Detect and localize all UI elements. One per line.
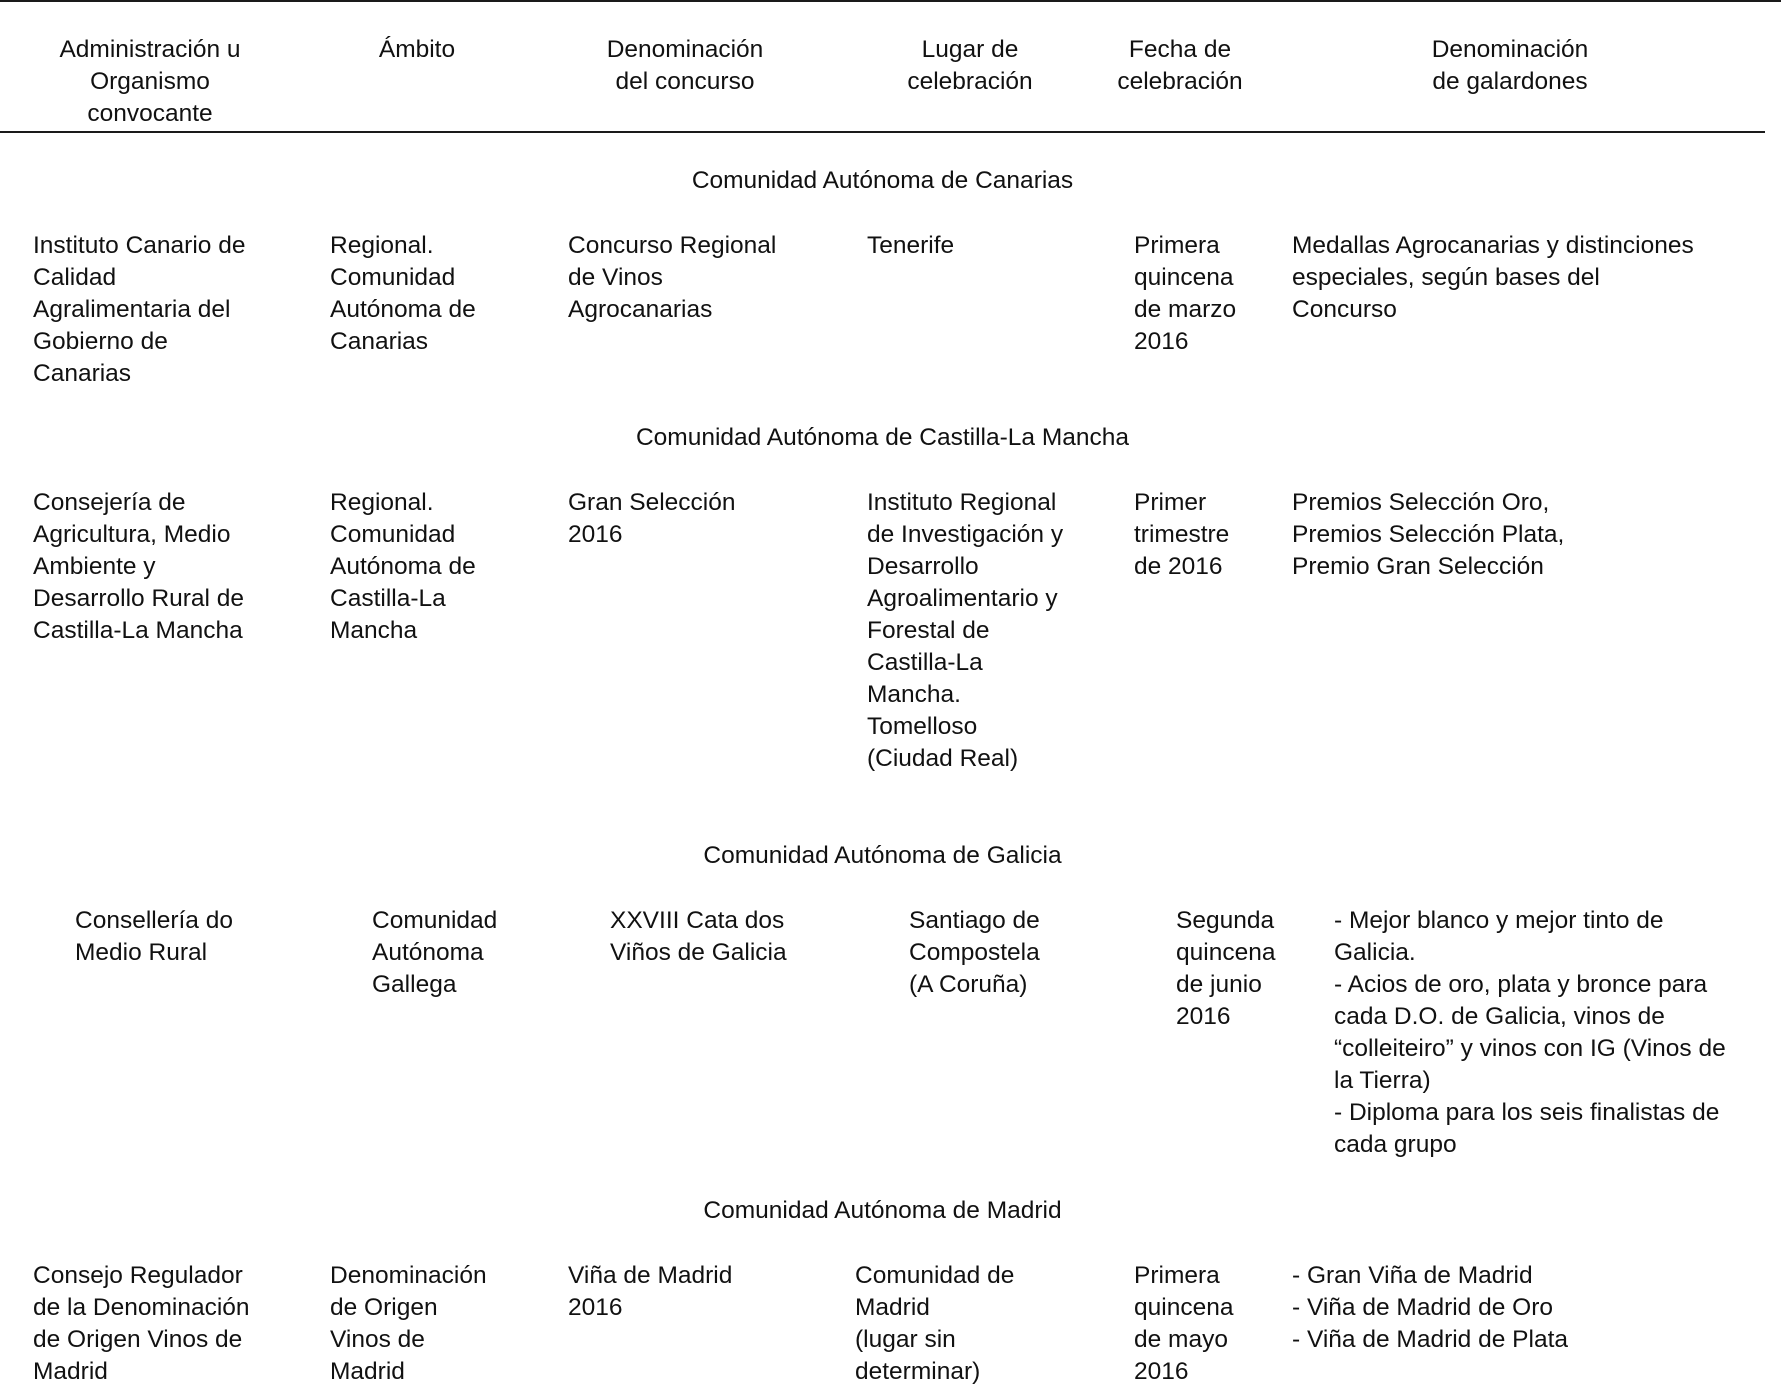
cell-line: 2016 xyxy=(1134,328,1189,355)
cell-line: (Ciudad Real) xyxy=(867,745,1019,772)
cell-line: Canarias xyxy=(330,328,429,355)
cell-fecha xyxy=(1134,1260,1233,1388)
cell-line: de Vinos xyxy=(568,264,663,291)
cell-line: Madrid xyxy=(855,1294,930,1321)
cell-line: Tenerife xyxy=(867,232,955,259)
cell-line: 2016 xyxy=(1176,1003,1231,1030)
cell-line: Consejo Regulador xyxy=(33,1262,243,1289)
cell-line: Primera xyxy=(1134,1262,1220,1289)
cell-fecha xyxy=(1176,905,1275,1033)
cell-line: Santiago de xyxy=(909,907,1040,934)
cell-line: Premios Selección Plata, xyxy=(1292,521,1565,548)
cell-line: cada D.O. de Galicia, vinos de xyxy=(1334,1003,1665,1030)
header-line: celebración xyxy=(907,68,1033,95)
cell-ambito xyxy=(330,487,476,647)
cell-line: (lugar sin xyxy=(855,1326,956,1353)
cell-line: cada grupo xyxy=(1334,1131,1457,1158)
cell-line: Agricultura, Medio xyxy=(33,521,231,548)
section-title-canarias: Comunidad Autónoma de Canarias xyxy=(691,167,1074,194)
cell-line: Concurso Regional xyxy=(568,232,777,259)
cell-line: - Acios de oro, plata y bronce para xyxy=(1334,971,1708,998)
cell-line: especiales, según bases del xyxy=(1292,264,1600,291)
header-line: del concurso xyxy=(615,68,755,95)
header-line: Organismo xyxy=(90,68,210,95)
cell-line: Comunidad de xyxy=(855,1262,1015,1289)
cell-line: de Investigación y xyxy=(867,521,1064,548)
cell-line: Primer xyxy=(1134,489,1207,516)
section-title-galicia: Comunidad Autónoma de Galicia xyxy=(703,842,1062,869)
cell-line: Comunidad xyxy=(372,907,498,934)
cell-line: Concurso xyxy=(1292,296,1397,323)
cell-line: de junio xyxy=(1176,971,1262,998)
header-line: Denominación xyxy=(606,36,764,63)
cell-denominacion xyxy=(568,487,736,551)
header-line: Denominación xyxy=(1431,36,1589,63)
cell-line: Regional. xyxy=(330,489,434,516)
cell-ambito xyxy=(330,1260,487,1388)
header-ambito xyxy=(317,34,517,66)
header-line: de galardones xyxy=(1432,68,1588,95)
cell-galardones xyxy=(1292,1260,1568,1356)
header-fecha xyxy=(1090,34,1270,98)
header-line: Lugar de xyxy=(921,36,1019,63)
cell-line: de la Denominación xyxy=(33,1294,250,1321)
cell-lugar xyxy=(909,905,1040,1001)
section-title-castilla-la-mancha: Comunidad Autónoma de Castilla-La Mancha xyxy=(635,424,1129,451)
header-administracion xyxy=(25,34,275,130)
cell-line: Castilla-La xyxy=(867,649,983,676)
cell-line: Gobierno de xyxy=(33,328,168,355)
cell-line: Castilla-La xyxy=(330,585,446,612)
cell-line: Premio Gran Selección xyxy=(1292,553,1544,580)
header-line: Administración u xyxy=(59,36,241,63)
cell-line: Regional. xyxy=(330,232,434,259)
cell-line: (A Coruña) xyxy=(909,971,1028,998)
section-title-madrid: Comunidad Autónoma de Madrid xyxy=(703,1197,1062,1224)
cell-line: “colleiteiro” y vinos con IG (Vinos de xyxy=(1334,1035,1726,1062)
cell-fecha xyxy=(1134,487,1229,583)
cell-line: Medallas Agrocanarias y distinciones xyxy=(1292,232,1694,259)
cell-line: Denominación xyxy=(330,1262,487,1289)
cell-line: Autónoma de xyxy=(330,296,476,323)
header-line: Ámbito xyxy=(378,36,456,63)
cell-line: - Viña de Madrid de Oro xyxy=(1292,1294,1554,1321)
cell-lugar xyxy=(867,487,1063,775)
cell-line: 2016 xyxy=(568,1294,623,1321)
cell-line: Agralimentaria del xyxy=(33,296,231,323)
cell-line: Canarias xyxy=(33,360,132,387)
cell-line: determinar) xyxy=(855,1358,981,1385)
cell-line: Comunidad xyxy=(330,521,456,548)
cell-line: de mayo xyxy=(1134,1326,1228,1353)
cell-line: Desarrollo Rural de xyxy=(33,585,245,612)
cell-fecha xyxy=(1134,230,1236,358)
cell-line: Viña de Madrid xyxy=(568,1262,733,1289)
cell-line: Autónoma xyxy=(372,939,484,966)
cell-line: - Mejor blanco y mejor tinto de xyxy=(1334,907,1664,934)
cell-administracion xyxy=(33,1260,250,1388)
cell-line: Calidad xyxy=(33,264,117,291)
header-line: Fecha de xyxy=(1128,36,1232,63)
cell-line: Vinos de xyxy=(330,1326,425,1353)
cell-line: la Tierra) xyxy=(1334,1067,1431,1094)
cell-line: Castilla-La Mancha xyxy=(33,617,243,644)
cell-galardones xyxy=(1334,905,1726,1161)
header-galardones xyxy=(1390,34,1630,98)
cell-line: Segunda xyxy=(1176,907,1275,934)
cell-line: Ambiente y xyxy=(33,553,156,580)
cell-line: Consejería de xyxy=(33,489,186,516)
cell-ambito xyxy=(330,230,476,358)
cell-line: Primera xyxy=(1134,232,1220,259)
cell-line: quincena xyxy=(1134,1294,1234,1321)
cell-line: - Diploma para los seis finalistas de xyxy=(1334,1099,1720,1126)
cell-denominacion xyxy=(610,905,787,969)
cell-line: Premios Selección Oro, xyxy=(1292,489,1550,516)
cell-line: 2016 xyxy=(1134,1358,1189,1385)
header-bottom-rule xyxy=(0,131,1765,133)
header-line: convocante xyxy=(87,100,213,127)
cell-line: de Origen xyxy=(330,1294,438,1321)
cell-line: XXVIII Cata dos xyxy=(610,907,785,934)
cell-line: de Origen Vinos de xyxy=(33,1326,243,1353)
cell-line: Mancha xyxy=(330,617,418,644)
cell-line: trimestre xyxy=(1134,521,1230,548)
cell-line: Madrid xyxy=(33,1358,108,1385)
cell-line: - Gran Viña de Madrid xyxy=(1292,1262,1533,1289)
cell-line: Agrocanarias xyxy=(568,296,713,323)
header-lugar xyxy=(870,34,1070,98)
cell-line: Instituto Canario de xyxy=(33,232,246,259)
cell-line: Desarrollo xyxy=(867,553,979,580)
header-line: celebración xyxy=(1117,68,1243,95)
cell-line: Gallega xyxy=(372,971,457,998)
cell-denominacion xyxy=(568,1260,732,1324)
cell-line: Mancha. xyxy=(867,681,961,708)
cell-line: Forestal de xyxy=(867,617,990,644)
cell-ambito xyxy=(372,905,497,1001)
cell-line: quincena xyxy=(1176,939,1276,966)
table-top-rule xyxy=(0,0,1781,2)
header-denominacion-concurso xyxy=(570,34,800,98)
cell-line: 2016 xyxy=(568,521,623,548)
cell-administracion xyxy=(33,230,245,390)
cell-lugar xyxy=(855,1260,1014,1388)
cell-line: de marzo xyxy=(1134,296,1237,323)
cell-line: Agroalimentario y xyxy=(867,585,1058,612)
cell-administracion xyxy=(33,487,244,647)
cell-line: Autónoma de xyxy=(330,553,476,580)
cell-line: Consellería do xyxy=(75,907,233,934)
cell-line: Comunidad xyxy=(330,264,456,291)
cell-line: Tomelloso xyxy=(867,713,978,740)
cell-line: Compostela xyxy=(909,939,1040,966)
cell-denominacion xyxy=(568,230,776,326)
cell-line: Gran Selección xyxy=(568,489,736,516)
cell-line: de 2016 xyxy=(1134,553,1223,580)
cell-administracion xyxy=(75,905,233,969)
cell-galardones xyxy=(1292,230,1694,326)
cell-line: - Viña de Madrid de Plata xyxy=(1292,1326,1569,1353)
cell-lugar xyxy=(867,230,954,262)
cell-line: Medio Rural xyxy=(75,939,208,966)
cell-line: Instituto Regional xyxy=(867,489,1057,516)
cell-line: Viños de Galicia xyxy=(610,939,787,966)
cell-galardones xyxy=(1292,487,1564,583)
cell-line: Madrid xyxy=(330,1358,405,1385)
cell-line: quincena xyxy=(1134,264,1234,291)
cell-line: Galicia. xyxy=(1334,939,1416,966)
